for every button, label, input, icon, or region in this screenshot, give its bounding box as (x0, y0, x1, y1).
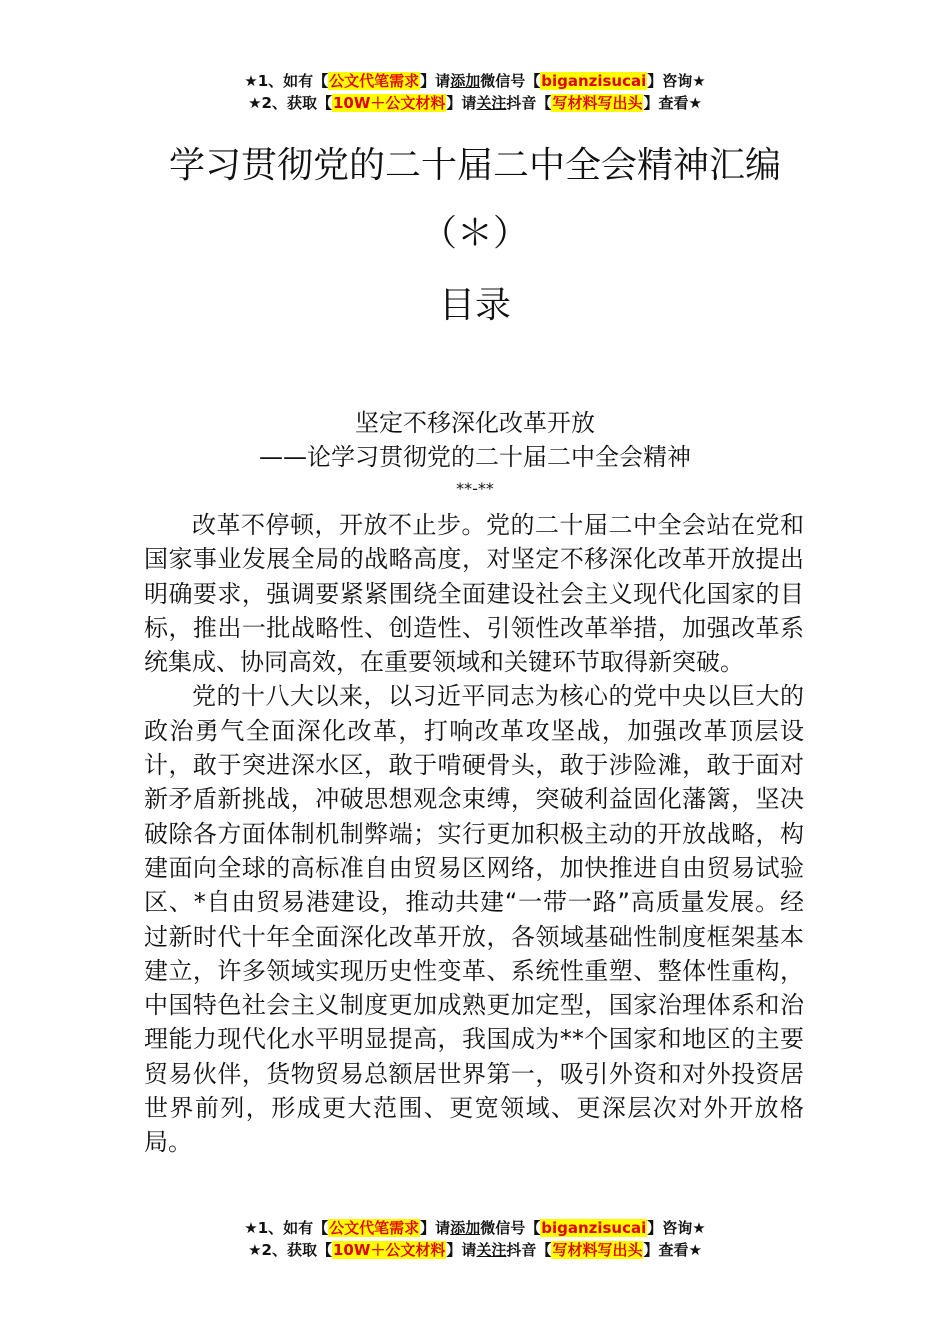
paragraph: 改革不停顿，开放不止步。党的二十届二中全会站在党和国家事业发展全局的战略高度，对坚定不移深化改革开放提出明确要求，强调要紧紧围绕全面建设社会主义现代化国家的目标，推出一批战略性、创造性、引领性改革举措，加强改革系统集成、协同高效，在重要领域和关键环节取得新突破。 (144, 511, 804, 677)
document-title: 学习贯彻党的二十届二中全会精神汇编 (168, 145, 781, 186)
promo-line-2: ★2、获取【10W＋公文材料】请关注抖音【写材料写出头】查看★ (248, 94, 702, 112)
promo-highlight: 公文代笔需求 (329, 1219, 420, 1237)
promo-highlight: 写材料写出头 (552, 1241, 643, 1259)
promo-highlight: biganzisucai (541, 72, 647, 90)
bottom-promo-banner (0, 1217, 950, 1261)
toc-heading: 目录 (438, 285, 511, 326)
article-author: **-** (456, 479, 494, 498)
promo-highlight: biganzisucai (541, 1219, 647, 1237)
document-subtitle: （＊） (420, 213, 529, 254)
promo-highlight: 写材料写出头 (552, 94, 643, 112)
promo-line-1: ★1、如有【公文代笔需求】请添加微信号【biganzisucai】咨询★ (244, 1219, 706, 1237)
article-body (144, 508, 804, 1160)
promo-line-2: ★2、获取【10W＋公文材料】请关注抖音【写材料写出头】查看★ (248, 1241, 702, 1259)
promo-line-1: ★1、如有【公文代笔需求】请添加微信号【biganzisucai】咨询★ (244, 72, 706, 90)
article-subtitle: ——论学习贯彻党的二十届二中全会精神 (259, 443, 691, 471)
promo-highlight: 10W＋公文材料 (332, 94, 446, 112)
article-title: 坚定不移深化改革开放 (355, 409, 595, 437)
paragraph: 党的十八大以来，以习近平同志为核心的党中央以巨大的政治勇气全面深化改革，打响改革攻坚战，加强改革顶层设计，敢于突进深水区，敢于啃硬骨头，敢于涉险滩，敢于面对新矛盾新挑战，冲破思想观念束缚，突破利益固化藩篱，坚决破除各方面体制机制弊端；实行更加积极主动的开放战略，构建面向全球的高标准自由贸易区网络，加快推进自由贸易试验区、*自由贸易港建设，推动共建“一带一路”高质量发展。经过新时代十年全面深化改革开放，各领域基础性制度框架基本建立，许多领域实现历史性变革、系统性重塑、整体性重构，中国特色社会主义制度更加成熟更加定型，国家治理体系和治理能力现代化水平明显提高，我国成为**个国家和地区的主要贸易伙伴，货物贸易总额居世界第一，吸引外资和对外投资居世界前列，形成更大范围、更宽领域、更深层次对外开放格局。 (144, 682, 804, 1157)
promo-highlight: 公文代笔需求 (329, 72, 420, 90)
promo-highlight: 10W＋公文材料 (332, 1241, 446, 1259)
top-promo-banner (0, 70, 950, 114)
